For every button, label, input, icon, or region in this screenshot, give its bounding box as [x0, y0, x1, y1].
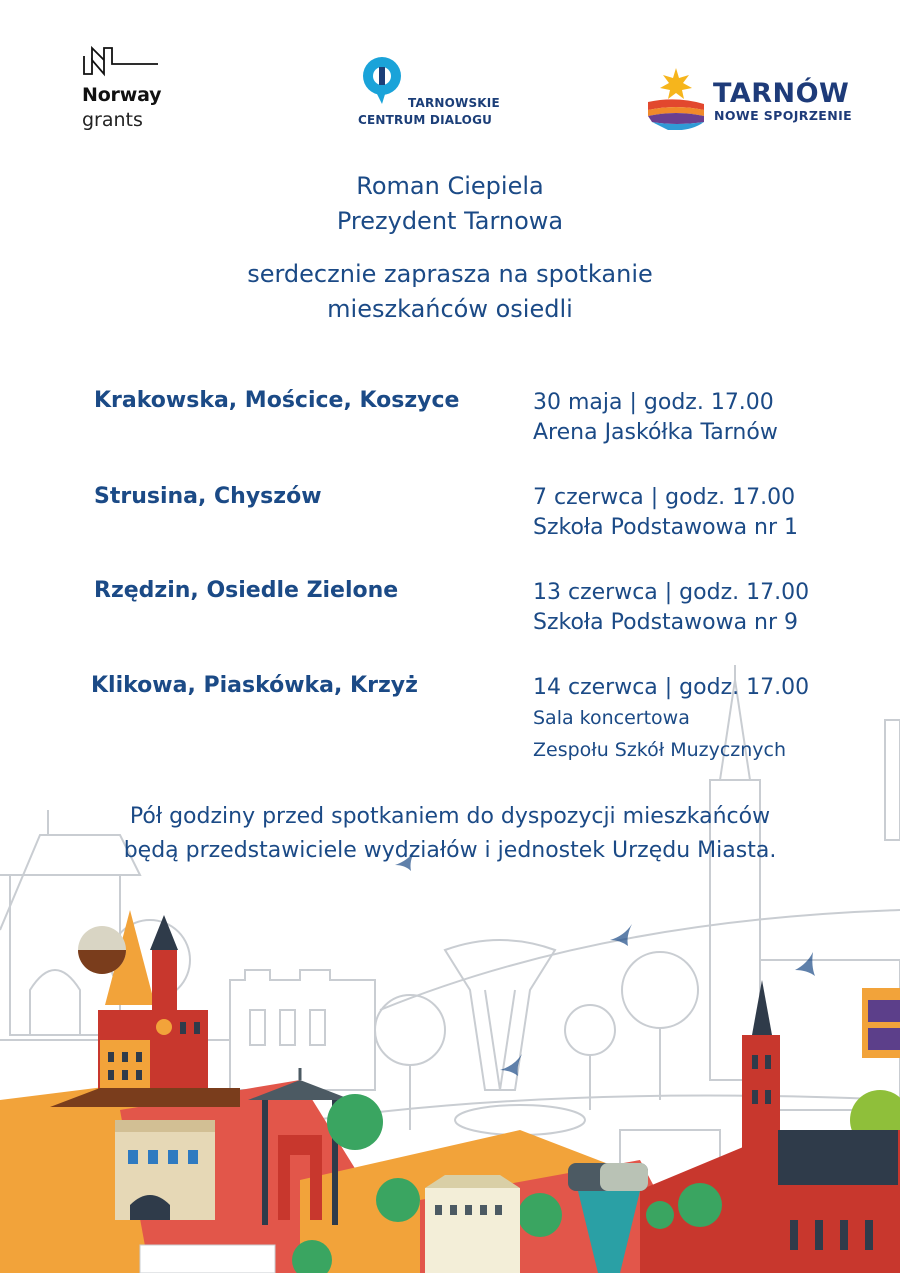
meeting-districts: Krakowska, Mościce, Koszyce [94, 388, 460, 413]
invitation-line1: serdecznie zaprasza na spotkanie [247, 260, 653, 288]
tcd-logo-line1: TARNOWSKIE [408, 96, 500, 110]
meeting-date-time: 7 czerwca | godz. 17.00 [533, 485, 796, 510]
invitation-line2: mieszkańców osiedli [327, 295, 573, 323]
meeting-venue: Szkoła Podstawowa nr 1 [533, 515, 799, 540]
meeting-venue: Szkoła Podstawowa nr 9 [533, 610, 799, 635]
tcd-logo-line2: CENTRUM DIALOGU [358, 113, 493, 127]
tarnow-logo-title: TARNÓW [713, 78, 850, 109]
meeting-date-time: 14 czerwca | godz. 17.00 [533, 675, 810, 700]
meeting-districts: Klikowa, Piaskówka, Krzyż [91, 673, 418, 698]
tarnow-sun-logo-icon [646, 66, 706, 130]
meeting-date-time: 30 maja | godz. 17.00 [533, 390, 774, 415]
tarnow-logo-subtitle: NOWE SPOJRZENIE [714, 108, 853, 123]
host-name: Roman Ciepiela [356, 172, 544, 200]
footer-note-line2: będą przedstawiciele wydziałów i jednostek Urzędu Miasta. [123, 838, 777, 863]
meeting-districts: Strusina, Chyszów [94, 484, 322, 509]
norway-logo-text: Norway [82, 84, 162, 106]
meeting-venue-line2: Zespołu Szkół Muzycznych [533, 739, 787, 761]
meeting-districts: Rzędzin, Osiedle Zielone [94, 578, 399, 603]
meeting-venue-line1: Sala koncertowa [533, 707, 690, 729]
footer-note-line1: Pół godziny przed spotkaniem do dyspozycji mieszkańców [129, 804, 771, 829]
grants-logo-text: grants [82, 109, 143, 131]
host-role: Prezydent Tarnowa [336, 207, 564, 235]
meeting-date-time: 13 czerwca | godz. 17.00 [533, 580, 810, 605]
meeting-venue: Arena Jaskółka Tarnów [533, 420, 778, 445]
